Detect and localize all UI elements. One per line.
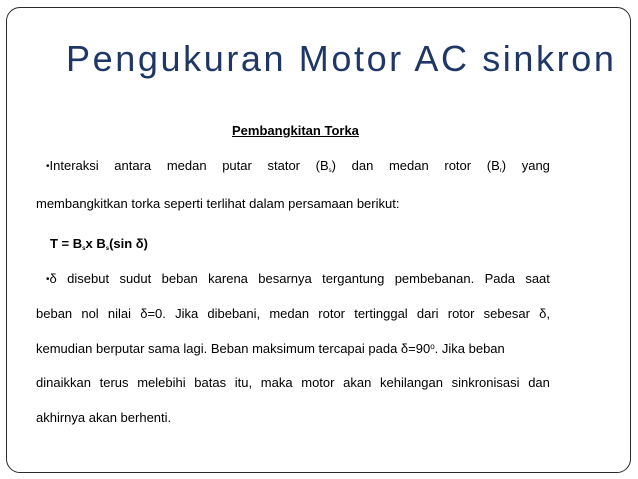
bullet: • <box>46 161 50 172</box>
para2-word: δ, <box>539 306 550 321</box>
slide-title: Pengukuran Motor AC sinkron <box>66 38 617 79</box>
para1-word: yang <box>521 158 550 173</box>
para2-word: karena <box>208 271 248 286</box>
para2-word: tertinggal <box>354 306 408 321</box>
para2-word: rotor <box>447 306 475 321</box>
para2-line2 <box>36 306 550 321</box>
para1-word: $(B_r)$ <box>486 158 507 174</box>
para2-word: disebut <box>67 271 110 286</box>
para2-word: sebesar <box>483 306 530 321</box>
para1-line2: membangkitkan torka seperti terlihat dalam persamaan berikut: <box>36 196 400 211</box>
para2-word: terus <box>99 375 129 390</box>
para2-word: batas <box>194 375 227 390</box>
para2-word: Pada <box>484 271 515 286</box>
para2-word: beban <box>161 271 198 286</box>
para2-word: saat <box>525 271 550 286</box>
para2-line5: akhirnya akan berhenti. <box>36 410 172 425</box>
para2-word: sudut <box>119 271 152 286</box>
section-heading: Pembangkitan Torka <box>232 123 359 138</box>
para1-word: dan <box>351 158 374 173</box>
bullet: • <box>46 274 50 285</box>
para2-word: sinkronisasi <box>451 375 520 390</box>
para2-word: itu, <box>234 375 253 390</box>
para2-word: motor <box>301 375 335 390</box>
para2-word: dibebani, <box>207 306 261 321</box>
para1-word: $(B_s)$ <box>315 158 336 174</box>
para2-word: melebihi <box>137 375 186 390</box>
para2-word: nilai <box>107 306 132 321</box>
para2-word: Jika <box>175 306 199 321</box>
torque-equation: $T = B_sx$ $B_s(\sin$ δ) <box>50 236 149 252</box>
para2-word: maka <box>260 375 293 390</box>
para2-word: beban <box>36 306 73 321</box>
para1-line1 <box>46 158 550 174</box>
para2-line1 <box>46 271 550 286</box>
para2-word: •δ <box>46 271 57 286</box>
para2-word: dinaikkan <box>36 375 91 390</box>
para1-word: medan <box>388 158 429 173</box>
para2-word: besarnya <box>258 271 312 286</box>
para2-line4 <box>36 375 550 390</box>
para2-word: dan <box>528 375 550 390</box>
para2-word: pembebanan. <box>394 271 475 286</box>
para1-word: putar <box>222 158 252 173</box>
para1-word: medan <box>166 158 207 173</box>
para1-word: stator <box>267 158 300 173</box>
para1-word: antara <box>114 158 152 173</box>
para1-word: •Interaksi <box>46 158 99 173</box>
para2-word: nol <box>81 306 99 321</box>
para2-word: dari <box>416 306 439 321</box>
para2-word: rotor <box>318 306 346 321</box>
para2-line3: kemudian berputar sama lagi. Beban maksimum tercapai pada $\delta=90^o$. Jika beban <box>36 341 505 356</box>
para2-word: δ=0. <box>140 306 166 321</box>
para1-word: rotor <box>444 158 472 173</box>
para2-word: kehilangan <box>380 375 443 390</box>
para2-word: medan <box>269 306 310 321</box>
para2-word: tergantung <box>322 271 385 286</box>
para2-word: akan <box>343 375 372 390</box>
